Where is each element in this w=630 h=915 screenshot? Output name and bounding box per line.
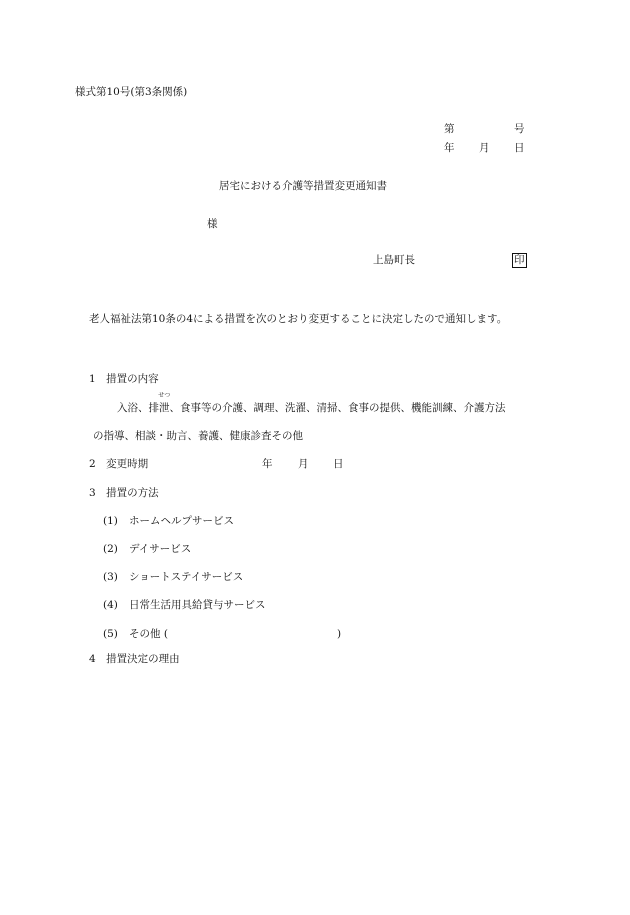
method-item (103, 629, 168, 640)
section3-heading: 3 措置の方法 (89, 487, 159, 499)
ruby-setsu (158, 392, 171, 414)
body-text: 老人福祉法第10条の4による措置を次のとおり変更することに決定したので通知します。 (89, 313, 508, 325)
addressee-suffix: 様 (207, 218, 218, 230)
sender-name: 上島町長 (373, 254, 415, 266)
section2-day: 日 (333, 458, 344, 470)
method-label: ショートステイサービス (129, 571, 244, 583)
date-month: 月 (479, 142, 490, 154)
number-prefix: 第 (444, 123, 455, 135)
section4-heading: 4 措置決定の理由 (89, 653, 180, 665)
date-day: 日 (514, 142, 525, 154)
section1-heading: 1 措置の内容 (89, 373, 159, 385)
section2-month: 月 (298, 458, 309, 470)
seal-text: 印 (514, 254, 525, 266)
form-number: 様式第10号(第3条関係) (75, 86, 188, 98)
method-num: (5) (103, 628, 118, 640)
method-label: その他 ( (129, 628, 168, 640)
method-other-close: ) (337, 628, 342, 640)
document-title: 居宅における介護等措置変更通知書 (219, 180, 387, 192)
section2-year: 年 (262, 458, 273, 470)
section1-line1 (117, 392, 506, 414)
section1-line2: の指導、相談・助言、養護、健康診査その他 (93, 430, 303, 442)
seal-mark (512, 253, 527, 268)
ruby-text: せつ (158, 392, 171, 399)
section1-line1-b: 、食事等の介護、調理、洗濯、清掃、食事の提供、機能訓練、介護方法 (169, 402, 506, 414)
method-item (103, 600, 266, 611)
section2-heading: 2 変更時期 (89, 458, 149, 470)
method-item (103, 516, 234, 527)
method-label: ホームヘルプサービス (129, 515, 234, 527)
ruby-base: 泄 (159, 402, 170, 414)
method-num: (2) (103, 543, 118, 555)
method-num: (1) (103, 515, 118, 527)
method-label: デイサービス (129, 543, 192, 555)
method-label: 日常生活用具給貸与サービス (129, 599, 266, 611)
section1-line1-a: 入浴、排 (117, 402, 159, 414)
method-item (103, 544, 191, 555)
date-year: 年 (444, 142, 455, 154)
method-item (103, 572, 243, 583)
method-num: (4) (103, 599, 118, 611)
number-suffix: 号 (514, 123, 525, 135)
method-num: (3) (103, 571, 118, 583)
